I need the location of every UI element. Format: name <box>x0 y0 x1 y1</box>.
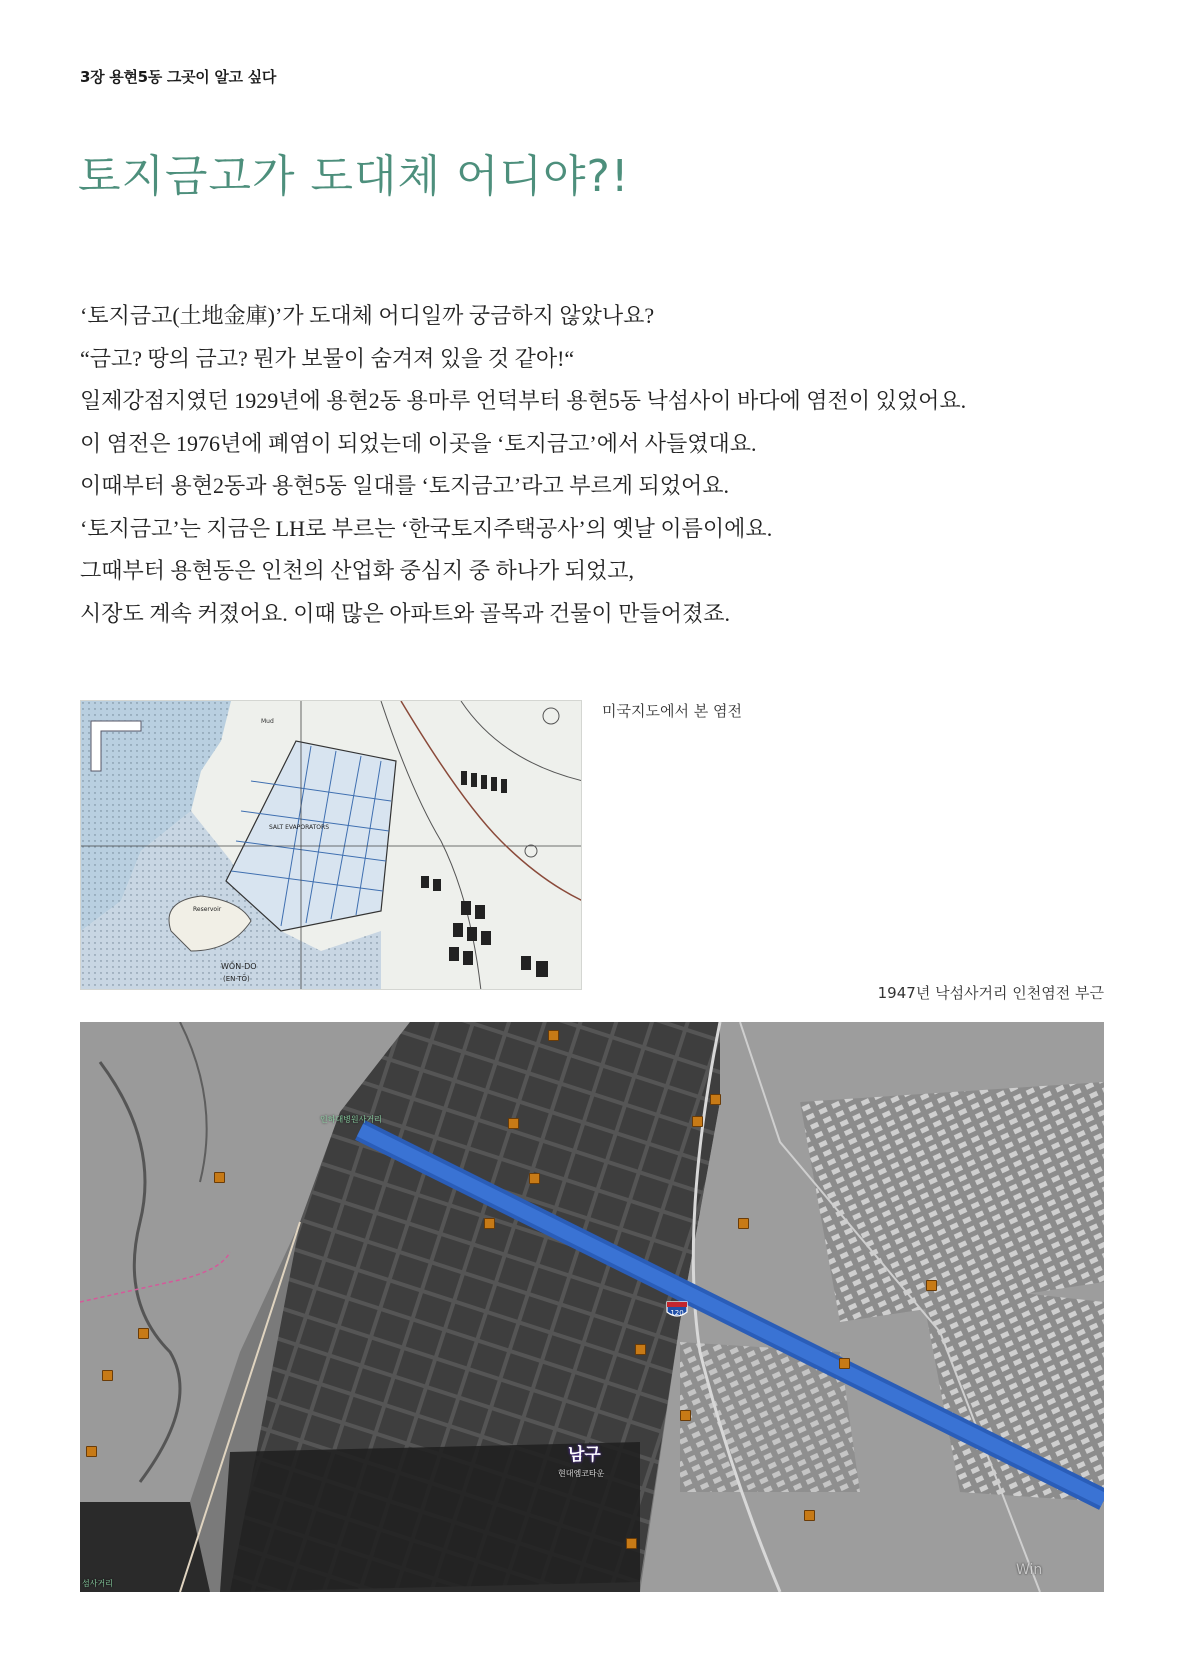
paragraph-line: ‘토지금고’는 지금은 LH로 부르는 ‘한국토지주택공사’의 옛날 이름이에요. <box>80 515 773 541</box>
apartment-icon <box>548 1030 559 1041</box>
paragraph-line: 그때부터 용현동은 인천의 산업화 중심지 중 하나가 되었고, <box>80 558 635 583</box>
apartment-icon <box>926 1280 937 1291</box>
watermark-text: Win <box>1016 1562 1043 1578</box>
road-label-top: 인하대병원사거리 <box>320 1115 382 1124</box>
apartment-icon <box>484 1218 495 1229</box>
figure1-caption: 미국지도에서 본 염전 <box>602 702 742 720</box>
map-label-reservoir: Reservoir <box>193 906 222 913</box>
map-label-wondo: WŎN-DO <box>221 962 257 971</box>
aerial-photo-drawing <box>80 1022 1104 1592</box>
district-sublabel: 현대엠코타운 <box>558 1469 605 1478</box>
apartment-icon <box>710 1094 721 1105</box>
map-label-salt: SALT EVAPORATORS <box>269 824 329 831</box>
road-label-bottom: 섬사거리 <box>82 1579 113 1588</box>
route-shield-icon <box>665 1300 689 1320</box>
apartment-icon <box>692 1116 703 1127</box>
apartment-icon <box>839 1358 850 1369</box>
apartment-icon <box>102 1370 113 1381</box>
body-text <box>80 295 1140 635</box>
map-label-ento: (EN-TŌ) <box>223 975 250 983</box>
aerial-photo-image <box>80 1022 1104 1592</box>
paragraph-line: ‘토지금고(土地金庫)’가 도대체 어디일까 궁금하지 않았나요? <box>80 303 655 328</box>
apartment-icon <box>738 1218 749 1229</box>
apartment-icon <box>626 1538 637 1549</box>
apartment-icon <box>138 1328 149 1339</box>
page-title: 토지금고가 도대체 어디야?! <box>78 151 630 202</box>
paragraph-line: 이 염전은 1976년에 폐염이 되었는데 이곳을 ‘토지금고’에서 사들였대요. <box>80 430 757 456</box>
us-map-image <box>80 700 582 990</box>
paragraph-line: “금고? 땅의 금고? 뭔가 보물이 숨겨져 있을 것 같아!“ <box>80 345 575 371</box>
apartment-icon <box>680 1410 691 1421</box>
route-number: 120 <box>670 1309 684 1317</box>
district-label: 남구 <box>568 1445 601 1465</box>
apartment-icon <box>86 1446 97 1457</box>
apartment-icon <box>529 1173 540 1184</box>
figure2-caption: 1947년 낙섬사거리 인천염전 부근 <box>877 984 1104 1002</box>
apartment-icon <box>214 1172 225 1183</box>
apartment-icon <box>508 1118 519 1129</box>
us-map-drawing <box>81 701 582 990</box>
apartment-icon <box>804 1510 815 1521</box>
chapter-heading: 3장 용현5동 그곳이 알고 싶다 <box>80 68 277 86</box>
paragraph-line: 이때부터 용현2동과 용현5동 일대를 ‘토지금고’라고 부르게 되었어요. <box>80 473 729 498</box>
paragraph-line: 시장도 계속 커졌어요. 이때 많은 아파트와 골목과 건물이 만들어졌죠. <box>80 600 731 626</box>
map-label-mud: Mud <box>261 718 274 725</box>
apartment-icon <box>635 1344 646 1355</box>
paragraph-line: 일제강점지였던 1929년에 용현2동 용마루 언덕부터 용현5동 낙섬사이 바다에 염전이 있었어요. <box>80 388 967 413</box>
